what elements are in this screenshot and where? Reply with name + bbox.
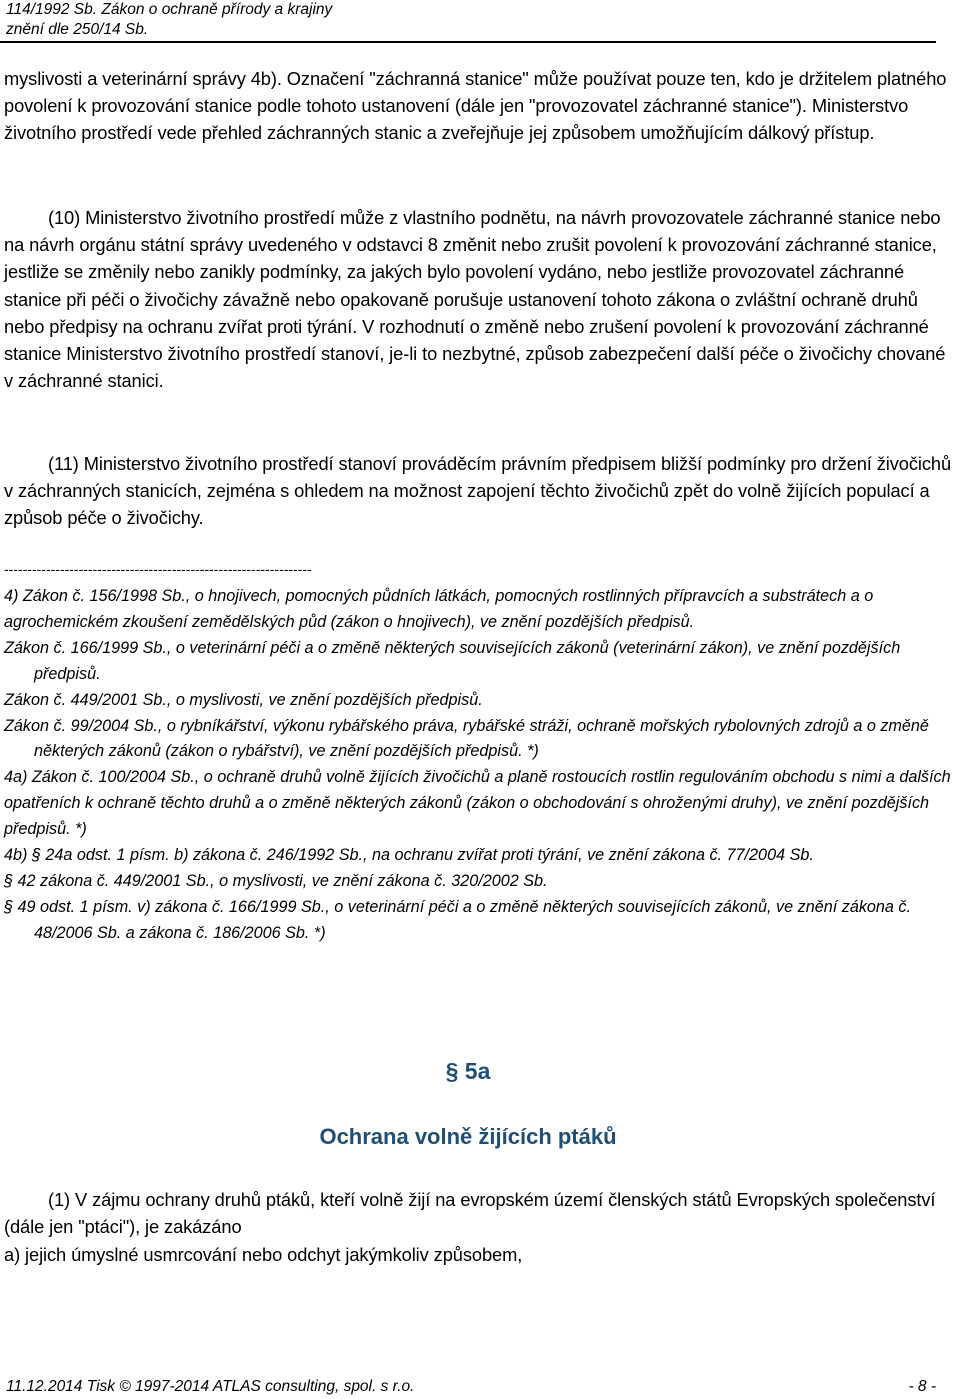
footnotes — [4, 584, 956, 947]
footnote-4b: 4b) § 24a odst. 1 písm. b) zákona č. 246/1992 Sb., na ochranu zvířat proti týrání, ve znění zákona č. 77/2004 Sb. — [4, 846, 814, 865]
footnote-fishery: Zákon č. 99/2004 Sb., o rybníkářství, výkonu rybářského práva, rybářské stráži, ochraně mořských rybolovných zdrojů a o změně některých zákonů (zákon o rybářství), ve znění pozdějších předpisů. *) — [4, 716, 929, 761]
header-version: znění dle 250/14 Sb. — [6, 21, 149, 38]
footnote-hunting: Zákon č. 449/2001 Sb., o myslivosti, ve znění pozdějších předpisů. — [4, 690, 483, 709]
section-item-a: a) jejich úmyslné usmrcování nebo odchyt jakýmkoliv způsobem, — [4, 1244, 523, 1265]
footer-print-info: 11.12.2014 Tisk © 1997-2014 ATLAS consulting, spol. s r.o. — [6, 1378, 415, 1395]
page-number: - 8 - — [908, 1378, 936, 1395]
header-law-title: 114/1992 Sb. Zákon o ochraně přírody a krajiny — [6, 1, 333, 18]
footnote-separator: ------------------------------------------------------------------ — [4, 561, 312, 577]
header-divider — [0, 41, 936, 43]
paragraph-10: (10) Ministerstvo životního prostředí může z vlastního podnětu, na návrh provozovatele záchranné stanice nebo na návrh orgánu státní správy uvedeného v odstavci 8 změnit nebo zrušit povolení k provozování záchranné stanice, jestliže se změnily nebo zanikly podmínky, za jakých bylo povolení vydáno, nebo jestliže provozovatel záchranné stanice při péči o živočichy závažně nebo opakovaně porušuje ustanovení tohoto zákona o zvláštní ochraně druhů nebo předpisy na ochranu zvířat proti týrání. V rozhodnutí o změně nebo zrušení povolení k provozování záchranné stanice Ministerstvo životního prostředí stanoví, je-li to nezbytné, způsob zabezpečení další péče o živočichy chované v záchranné stanici. — [4, 207, 946, 392]
footnote-section-49: § 49 odst. 1 písm. v) zákona č. 166/1999 Sb., o veterinární péči a o změně některých souvisejících zákonů, ve znění zákona č. 48/2006 Sb. a zákona č. 186/2006 Sb. *) — [4, 897, 912, 942]
footnote-section-42: § 42 zákona č. 449/2001 Sb., o myslivosti, ve znění zákona č. 320/2002 Sb. — [4, 871, 548, 890]
footnote-4a: 4a) Zákon č. 100/2004 Sb., o ochraně druhů volně žijících živočichů a planě rostoucích rostlin regulováním obchodu s nimi a dalších opatřeních k ochraně těchto druhů a o změně některých zákonů (zákon o obchodování s ohroženými druhy), ve znění pozdějších předpisů. *) — [4, 768, 951, 839]
footnote-4: 4) Zákon č. 156/1998 Sb., o hnojivech, pomocných půdních látkách, pomocných rostlinných přípravcích a substrátech a o agrochemickém zkoušení zemědělských půd (zákon o hnojivech), ve znění pozdějších předpisů. — [4, 587, 874, 631]
page-header — [6, 0, 936, 40]
footnote-veterinary: Zákon č. 166/1999 Sb., o veterinární péči a o změně některých souvisejících zákonů (veterinární zákon), ve znění pozdějších předpisů. — [4, 638, 901, 683]
section-number: § 5a — [445, 1058, 491, 1084]
paragraph-11: (11) Ministerstvo životního prostředí stanoví prováděcím právním předpisem bližší podmínky pro držení živočichů v záchranných stanicích, zejména s ohledem na možnost zapojení těchto živočichů zpět do volně žijících populací a způsob péče o živočichy. — [4, 453, 952, 529]
paragraph-continuation: myslivosti a veterinární správy 4b). Označení "záchranná stanice" může používat pouze ten, kdo je držitelem platného povolení k provozování stanice podle tohoto ustanovení (dále jen "provozovatel záchranné stanice"). Ministerstvo životního prostředí vede přehled záchranných stanic a zveřejňuje jej způsobem umožňujícím dálkový přístup. — [4, 68, 947, 144]
section-paragraph-1: (1) V zájmu ochrany druhů ptáků, kteří volně žijí na evropském území členských států Evropských společenství (dále jen "ptáci"), je zakázáno — [4, 1189, 936, 1238]
section-title: Ochrana volně žijících ptáků — [319, 1124, 617, 1149]
